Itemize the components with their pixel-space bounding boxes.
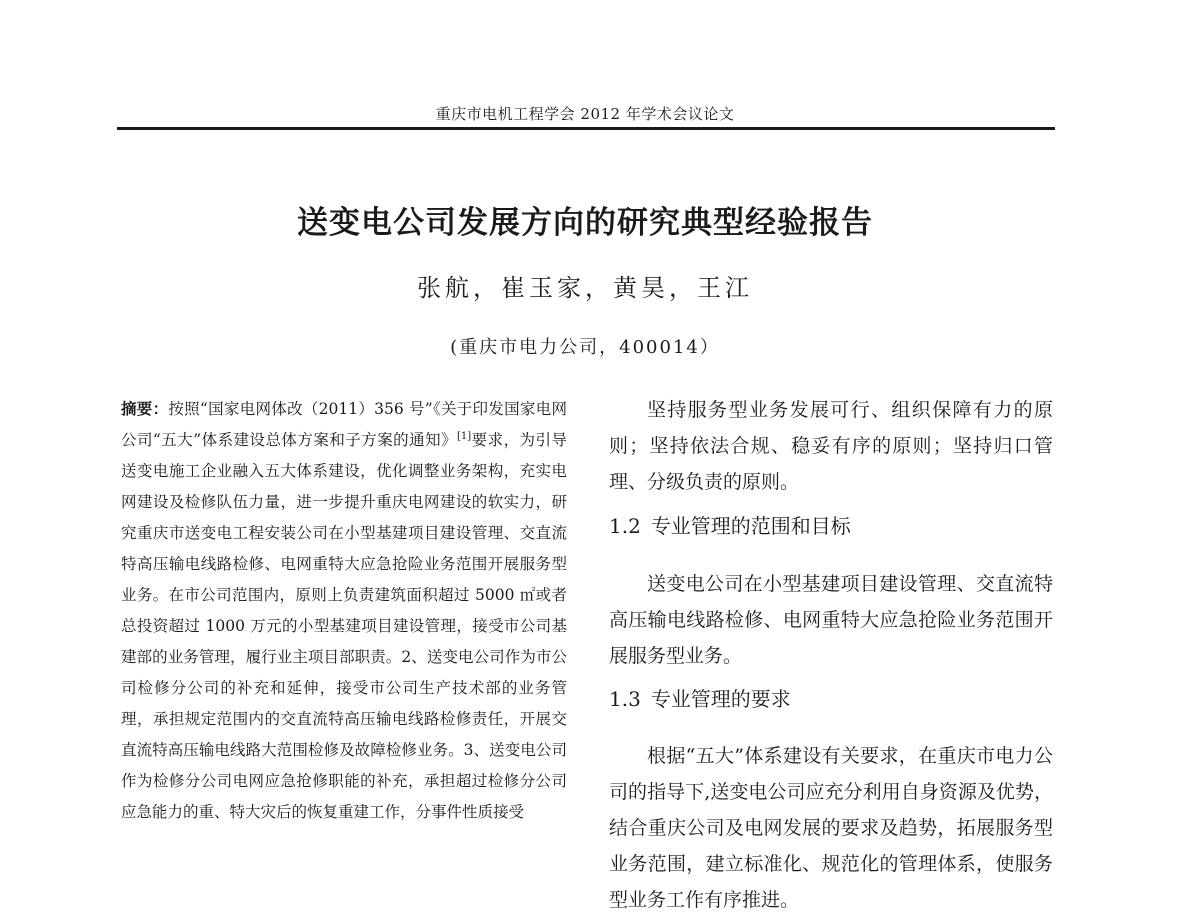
section-number: 1.3 [609,687,641,711]
citation-ref: [1] [457,430,472,442]
authors: 张航，崔玉家，黄昊，王江 [417,274,753,302]
scope-paragraph: 送变电公司在小型基建项目建设管理、交直流特高压输电线路检修、电网重特大应急抢险业务范围开展服务型业务。 [609,573,1053,667]
header-rule [117,127,1055,130]
section-title: 专业管理的要求 [650,687,791,711]
abstract-text-part2: 要求，为引导送变电施工企业融入五大体系建设，优化调整业务架构，充实电网建设及检修队伍力量，进一步提升重庆电网建设的软实力，研究重庆市送变电工程安装公司在小型基建项目建设管理、交直流特高压输电线路检修、电网重特大应急抢险业务范围开展服务型业务。在市公司范围内，原则上负责建筑面积超过 5000 ㎡或者总投资超过 1000 万元的小型基建项目建设管理，接受市公司基建部的业务管理，履行业主项目部职责。2、送变电公司作为市公司检修分公司的补充和延伸，接受市公司生产技术部的业务管理，承担规定范围内的交直流特高压输电线路检修责任，开展交直流特高压输电线路大范围检修及故障检修业务。3、送变电公司作为检修分公司电网应急抢修职能的补充，承担超过检修分公司应急能力的重、特大灾后的恢复重建工作，分事件性质接受 [121,431,567,821]
abstract-text-part1: 按照“国家电网体改（2011）356 号”《关于印发国家电网公司“五大”体系建设总体方案和子方案的通知》 [121,400,567,449]
section-number: 1.2 [609,514,641,538]
section-heading-1-3 [609,683,1053,712]
requirements-paragraph: 根据“五大”体系建设有关要求，在重庆市电力公司的指导下,送变电公司应充分利用自身资源及优势，结合重庆公司及电网发展的要求及趋势，拓展服务型业务范围，建立标准化、规范化的管理体系，使服务型业务工作有序推进。 [609,745,1053,911]
section-heading-1-2 [609,510,1053,539]
affiliation: (重庆市电力公司，400014） [450,337,720,358]
running-header: 重庆市电机工程学会 2012 年学术会议论文 [435,105,735,123]
principles-paragraph: 坚持服务型业务发展可行、组织保障有力的原则；坚持依法合规、稳妥有序的原则；坚持归口管理、分级负责的原则。 [609,399,1053,493]
section-title: 专业管理的范围和目标 [650,514,851,538]
paper-title: 送变电公司发展方向的研究典型经验报告 [297,205,873,241]
abstract-block [121,394,567,828]
abstract-label: 摘要： [121,400,169,418]
